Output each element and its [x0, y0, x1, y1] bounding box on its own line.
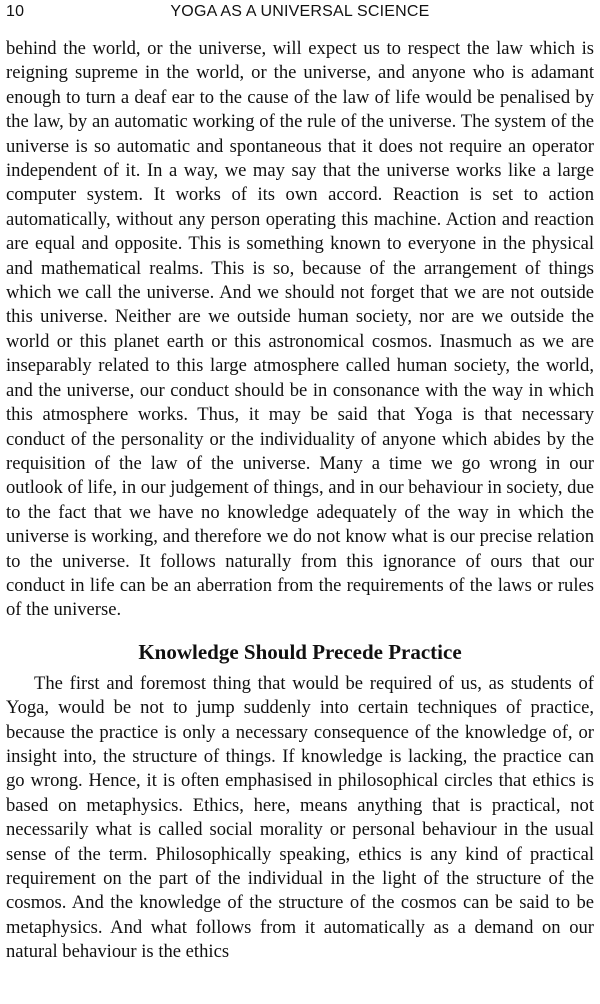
running-title: YOGA AS A UNIVERSAL SCIENCE: [170, 3, 430, 20]
running-header: [6, 3, 594, 29]
paragraph-2: The first and foremost thing that would be required of us, as students of Yoga, would be not to jump suddenly into certain techniques of practice, because the practice is only a necessary consequence of the knowledge of, or insight into, the structure of things. If knowledge is lacking, the practice can go wrong. Hence, it is often emphasised in philosophical circles that ethics is based on metaphysics. Ethics, here, means anything that is practical, not necessarily what is called social morality or personal behaviour in the usual sense of the term. Philosophically speaking, ethics is any kind of practical requirement on the part of the individual in the light of the structure of the cosmos. And the knowledge of the structure of the cosmos can be said to be metaphysics. And what follows from it automatically as a demand on our natural behaviour is the ethics: [6, 672, 594, 963]
page-number: 10: [6, 3, 25, 20]
paragraph-1: behind the world, or the universe, will expect us to respect the law which is reigning supreme in the world, or the universe, and anyone who is adamant enough to turn a deaf ear to the cause of the law of life would be penalised by the law, by an automatic working of the rule of the universe. The system of the universe is so automatic and spontaneous that it does not require an operator independent of it. In a way, we may say that the universe works like a large computer system. It works of its own accord. Reaction is set to action automatically, without any person operating this machine. Action and reaction are equal and opposite. This is something known to everyone in the physical and mathematical realms. This is so, because of the arrangement of things which we call the universe. And we should not forget that we are not outside this universe. Neither are we outside human society, nor are we outside the world or this planet earth or this astronomical cosmos. Inasmuch as we are inseparably related to this large atmosphere called human society, the world, and the universe, our conduct should be in consonance with the way in which this atmosphere works. Thus, it may be said that Yoga is that necessary conduct of the personality or the individuality of anyone which abides by the requisition of the law of the universe. Many a time we go wrong in our outlook of life, in our judgement of things, and in our behaviour in society, due to the fact that we have no knowledge adequately of the way in which the universe is working, and therefore we do not know what is our precise relation to the universe. It follows naturally from this ignorance of ours that our conduct in life can be an aberration from the requirements of the laws or rules of the universe.: [6, 38, 594, 621]
section-heading: Knowledge Should Precede Practice: [138, 639, 462, 664]
